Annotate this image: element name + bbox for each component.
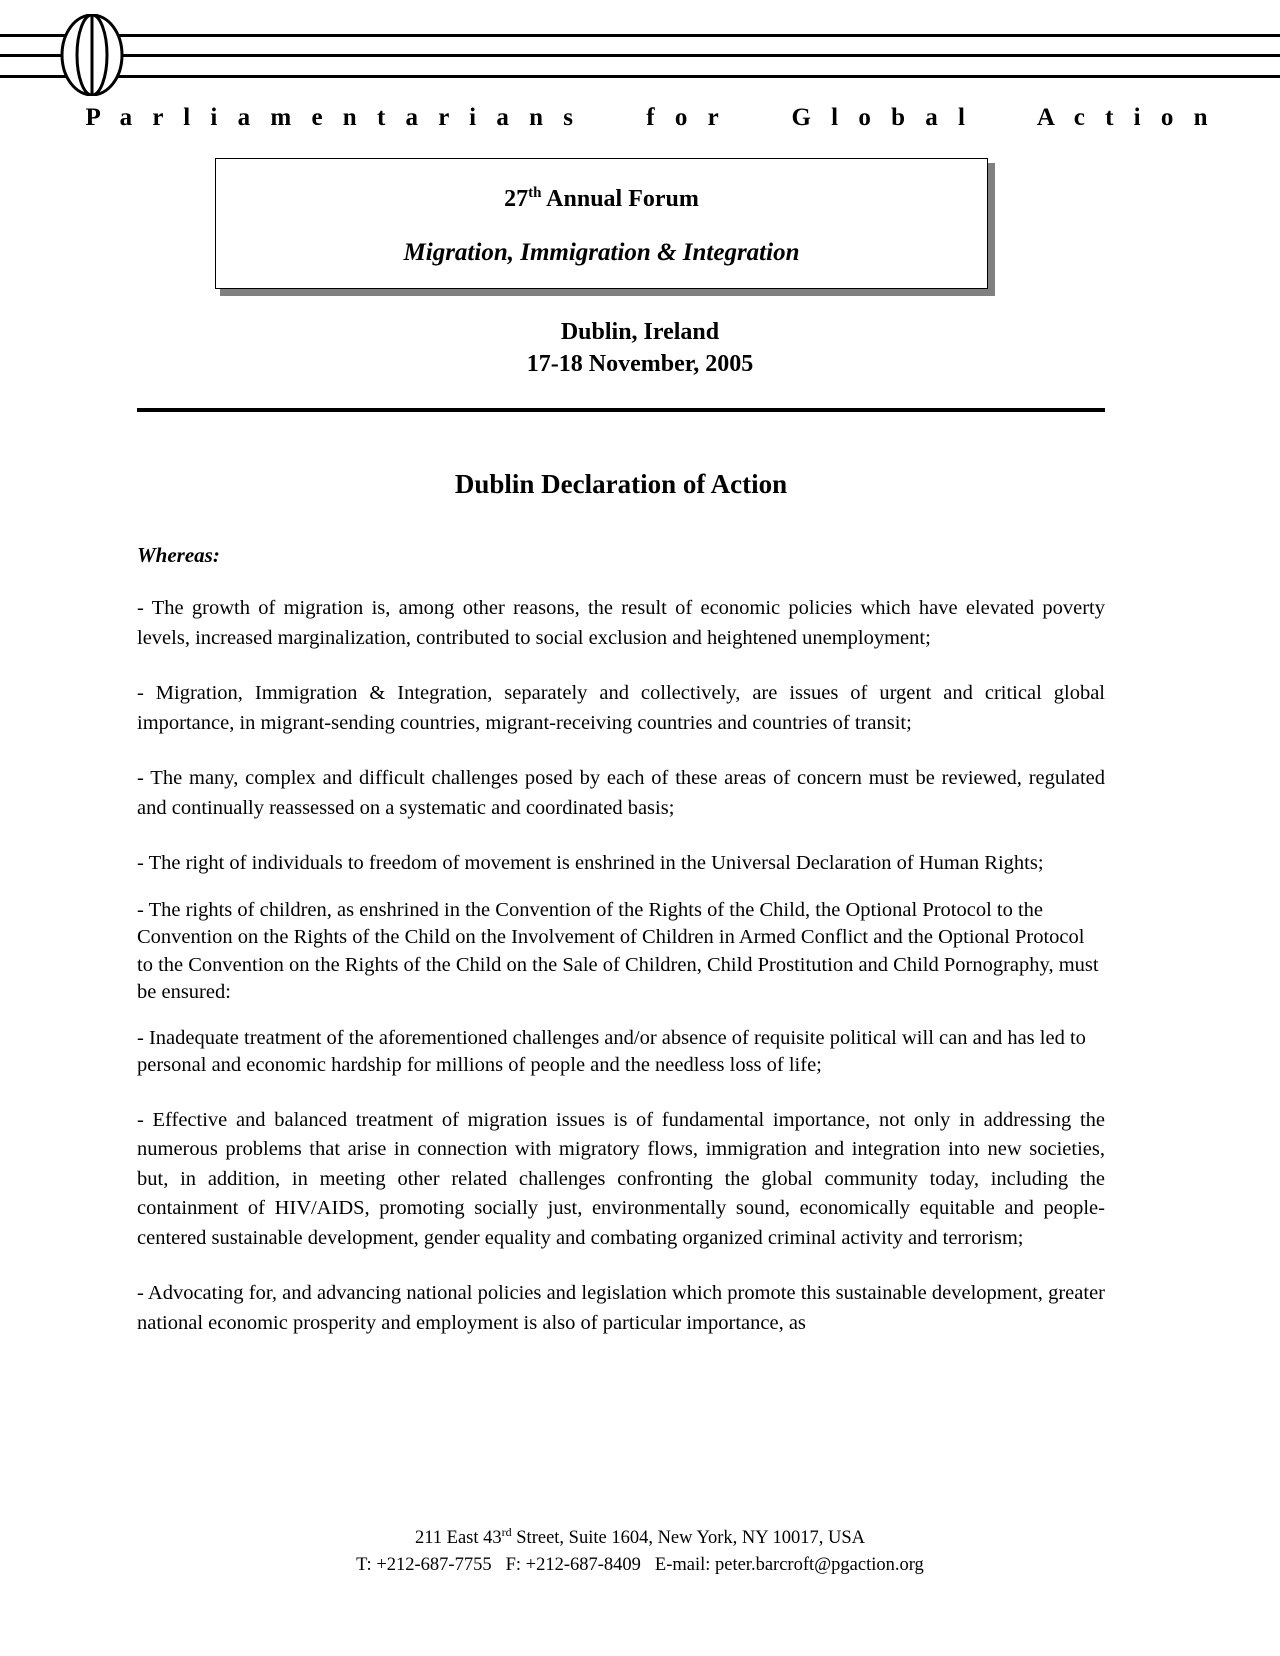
footer-phone: T: +212-687-7755 <box>356 1554 492 1575</box>
footer-email[interactable]: E-mail: peter.barcroft@pgaction.org <box>654 1554 924 1575</box>
organization-name: P a r l i a m e n t a r i a n s f o r G l o b a l A c t i o n <box>85 104 1215 131</box>
clause-item: - The right of individuals to freedom of movement is enshrined in the Universal Declaration of Human Rights; <box>137 852 1044 875</box>
forum-title-box <box>215 158 990 289</box>
forum-edition <box>216 185 987 213</box>
clause-item: - The many, complex and difficult challenges posed by each of these areas of concern must be reviewed, regulated and continually reassessed on a systematic and coordinated basis; <box>137 767 1105 819</box>
venue-dates: 17-18 November, 2005 <box>526 350 754 377</box>
footer-address-ordinal: rd <box>501 1525 512 1540</box>
footer-address <box>0 1524 1280 1551</box>
forum-theme: Migration, Immigration & Integration <box>403 239 800 266</box>
footer-address-post: Street, Suite 1604, New York, NY 10017, USA <box>511 1528 866 1549</box>
letterhead-rule-top <box>0 34 1280 37</box>
forum-edition-ordinal: th <box>528 185 542 201</box>
venue-location: Dublin, Ireland <box>560 319 720 345</box>
letterhead-rule-bottom <box>0 75 1280 78</box>
header-divider <box>137 408 1105 412</box>
clause-item: - Migration, Immigration & Integration, separately and collectively, are issues of urgent and critical global importance, in migrant-sending countries, migrant-receiving countries and countries of transit; <box>137 682 1105 734</box>
letterhead-rule-middle <box>0 54 1280 57</box>
preamble-label: Whereas: <box>137 543 220 568</box>
clause-item: - The growth of migration is, among other reasons, the result of economic policies which have elevated poverty levels, increased marginalization, contributed to social exclusion and heightened unemployment; <box>137 597 1105 649</box>
clause-item: - The rights of children, as enshrined in the Convention of the Rights of the Child, the Optional Protocol to the Convention on the Rights of the Child on the Involvement of Children in Armed Conflict and the Optional Protocol to the Convention on the Rights of the Child on the Sale of Children, Child Prostitution and Child Pornography, must be ensured: <box>137 898 1099 1004</box>
footer-contacts <box>0 1552 1280 1578</box>
clause-item: - Effective and balanced treatment of migration issues is of fundamental importance, not only in addressing the numerous problems that arise in connection with migratory flows, immigration and integration into new societies, but, in addition, in meeting other related challenges confronting the global community today, including the containment of HIV/AIDS, promoting socially just, environmentally sound, economically equitable and people-centered sustainable development, gender equality and combating organized criminal activity and terrorism; <box>137 1108 1105 1249</box>
venue-block <box>0 317 1280 380</box>
footer-address-pre: 211 East 43 <box>414 1528 502 1549</box>
letterhead-rules <box>0 34 1280 78</box>
page-title: Dublin Declaration of Action <box>454 469 788 500</box>
letterhead <box>0 0 1280 96</box>
clause-item: - Advocating for, and advancing national policies and legislation which promote this sustainable development, greater national economic prosperity and employment is also of particular importance, as <box>137 1282 1105 1334</box>
page-footer <box>0 1524 1280 1578</box>
footer-fax: F: +212-687-8409 <box>505 1554 641 1575</box>
document-body <box>137 469 1105 1338</box>
clause-item: - Inadequate treatment of the aforementioned challenges and/or absence of requisite political will can and has led to personal and economic hardship for millions of people and the needless loss of life; <box>137 1026 1086 1077</box>
forum-edition-number: 27 <box>504 186 529 212</box>
globe-icon <box>56 14 128 96</box>
forum-edition-label: Annual Forum <box>541 186 699 212</box>
